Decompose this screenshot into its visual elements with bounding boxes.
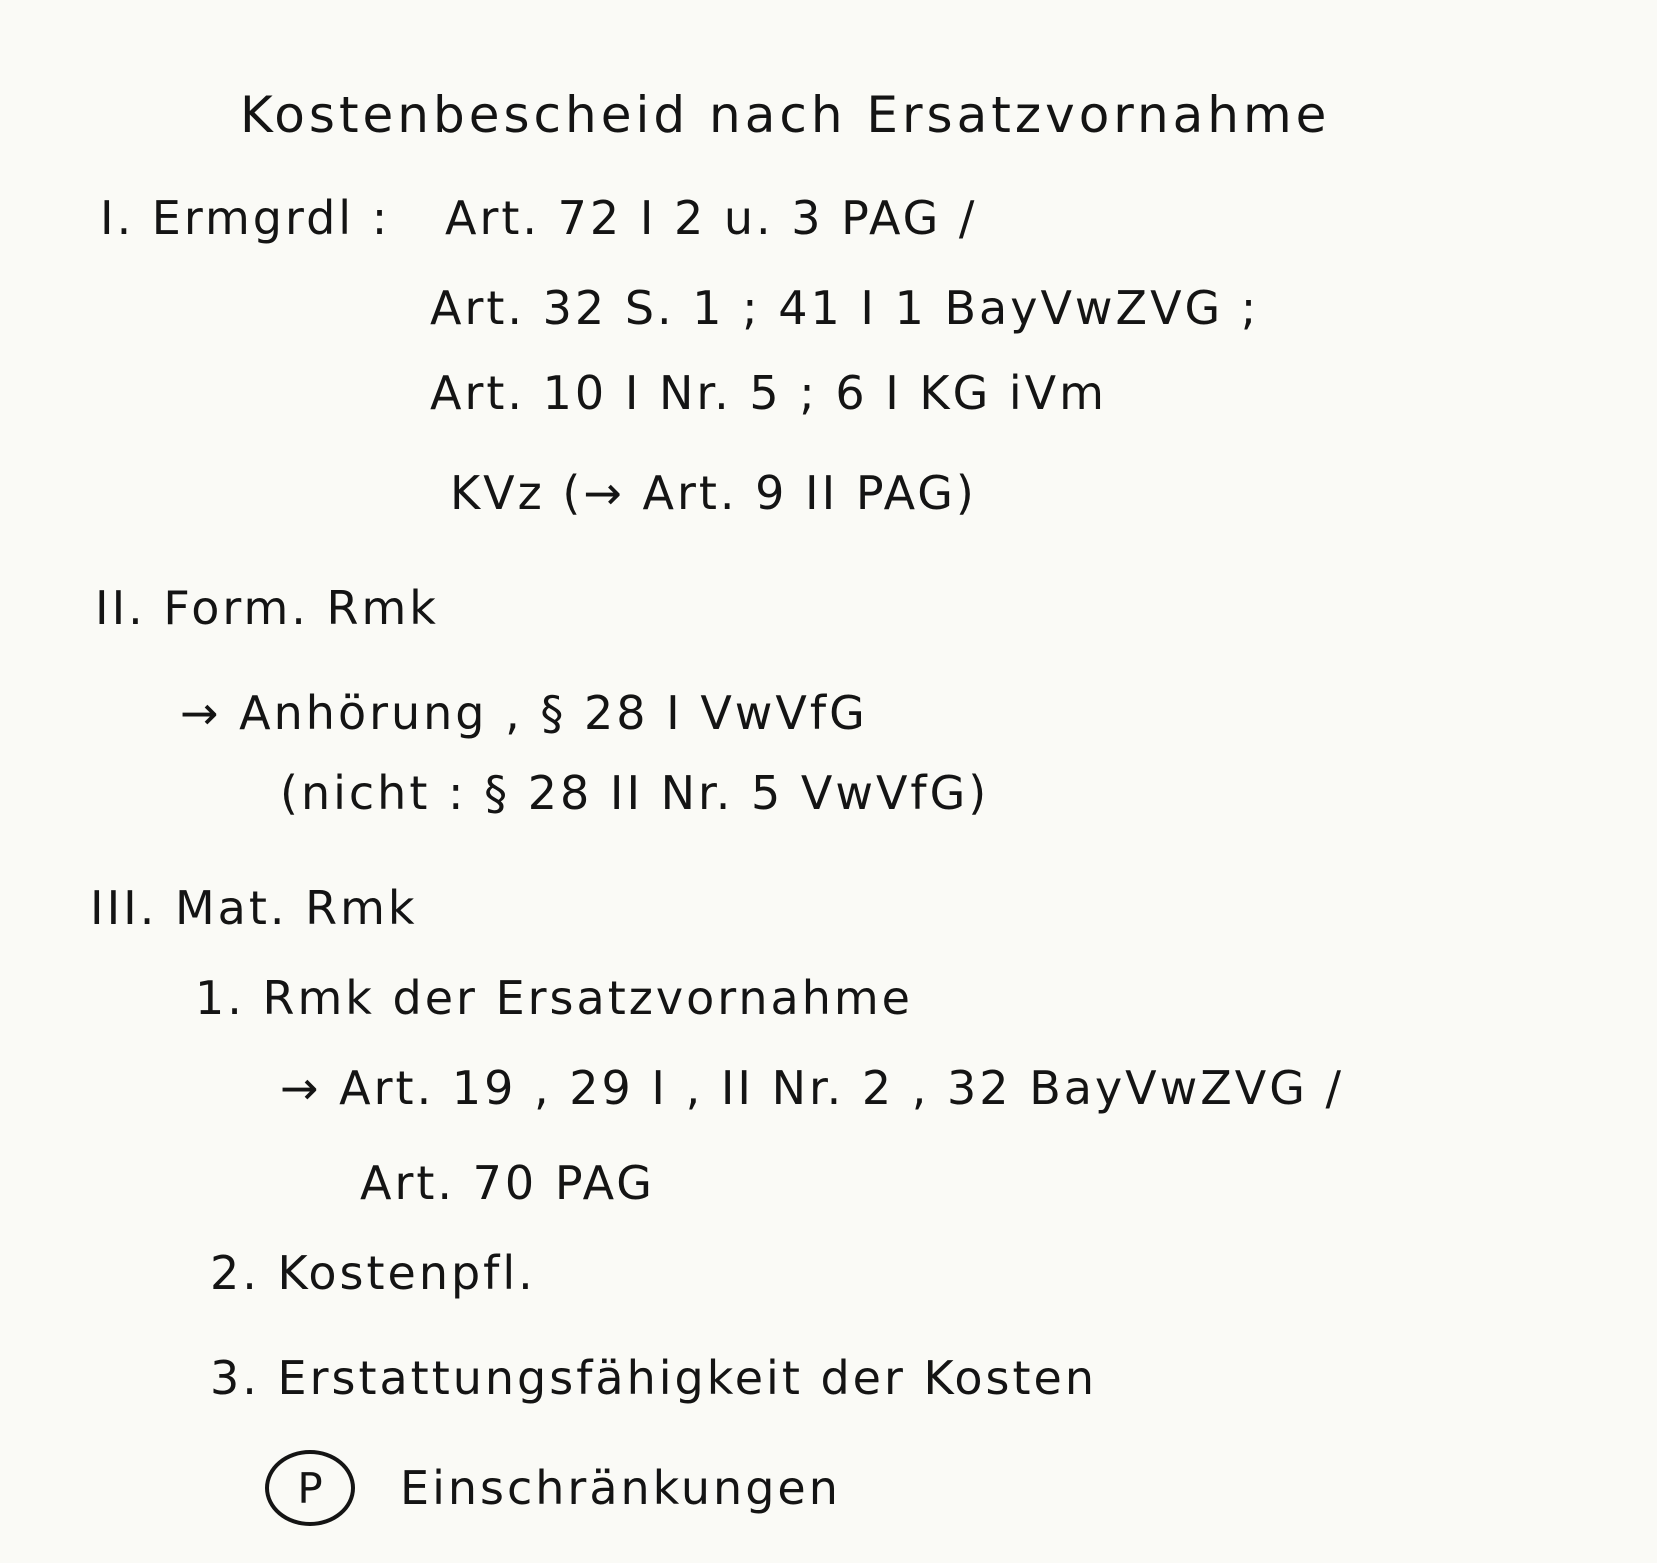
section-1-line-4: KVz (→ Art. 9 II PAG) [450, 466, 977, 520]
section-3-item-2: 2. Kostenpfl. [210, 1246, 536, 1300]
section-3-label: III. Mat. Rmk [90, 881, 418, 935]
section-1-line-3: Art. 10 I Nr. 5 ; 6 I KG iVm [430, 366, 1107, 420]
section-3-item-1-line-1: → Art. 19 , 29 I , II Nr. 2 , 32 BayVwZVG / [280, 1061, 1345, 1115]
section-1-line-1: Art. 72 I 2 u. 3 PAG / [445, 191, 978, 245]
section-3-item-1: 1. Rmk der Ersatzvornahme [195, 971, 913, 1025]
section-2-line-1: → Anhörung , § 28 I VwVfG [180, 686, 868, 740]
section-2-label: II. Form. Rmk [95, 581, 439, 635]
circled-p-symbol: P [265, 1450, 355, 1526]
section-3-item-3-note: Einschränkungen [400, 1461, 841, 1515]
section-1-line-2: Art. 32 S. 1 ; 41 I 1 BayVwZVG ; [430, 281, 1260, 335]
section-3-item-3: 3. Erstattungsfähigkeit der Kosten [210, 1351, 1097, 1405]
section-3-item-1-line-2: Art. 70 PAG [360, 1156, 655, 1210]
section-1-label: I. Ermgrdl : [100, 191, 391, 245]
section-2-line-2: (nicht : § 28 II Nr. 5 VwVfG) [280, 766, 990, 820]
note-title: Kostenbescheid nach Ersatzvornahme [240, 86, 1331, 144]
